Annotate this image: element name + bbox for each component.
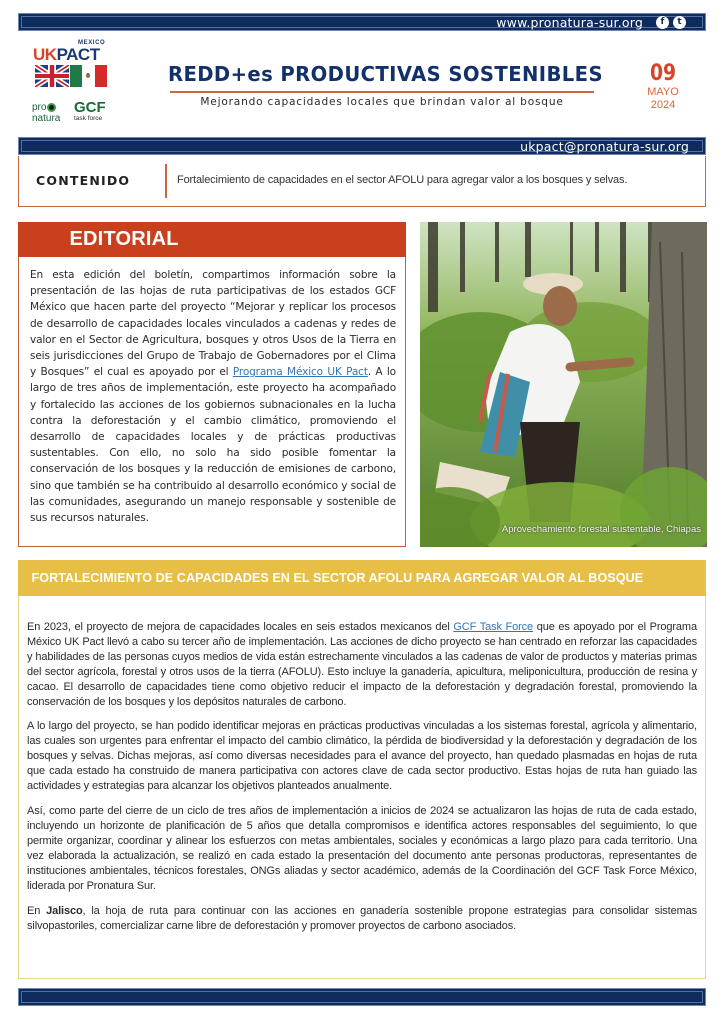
gcf-task-force-logo: GCF task force	[74, 99, 106, 122]
paragraph: Así, como parte del cierre de un ciclo de tres años de implementación a inicios de 2024 se actualizaron las hojas de ruta de cada estado, incluyendo un horizonte de planificación de 5 años que detalla compromisos e identifica actores responsables del seguimiento, lo que permite organizar, coordinar y alinear los esfuerzos con metas ambientales, sociales y económicas a largo plazo para cada territorio. Una vez elaborada la actualización, se realizó en cada estado la presentación del documento ante personas productoras, representantes de instituciones ambientales, técnicos forestales, ONGs aliadas y sector académico, además de la Coordinación del GCF Task Force México, liderada por Pronatura Sur.	[27, 805, 697, 892]
gcf-task-force-link[interactable]: GCF Task Force	[453, 621, 534, 633]
forest-photo-illustration	[420, 222, 707, 547]
date-month: MAYO	[647, 86, 679, 98]
photo-caption: Aprovechamiento forestal sustentable, Chiapas	[501, 524, 701, 535]
contents-label: CONTENIDO	[36, 173, 131, 188]
bottom-bar	[18, 988, 706, 1006]
section-body	[27, 620, 697, 944]
uk-flag-icon	[35, 65, 69, 87]
issue-date	[640, 62, 686, 112]
ukpact-country-label: MEXICO	[78, 40, 106, 46]
paragraph: En Jalisco, la hoja de ruta para continuar con las acciones en ganadería sostenible propone estrategias para consolidar sistemas silvopastoriles, comercializar carne libre de deforestación y promover proyectos de carbono asociados.	[27, 905, 698, 932]
editorial-box	[18, 222, 406, 547]
pronatura-globe-icon	[47, 103, 56, 112]
date-year: 2024	[650, 99, 676, 111]
contents-item[interactable]: Fortalecimiento de capacidades en el sector AFOLU para agregar valor a los bosques y selvas.	[177, 174, 628, 186]
state-name: Jalisco	[46, 905, 83, 917]
newsletter-title: REDD+es PRODUCTIVAS SOSTENIBLES	[168, 62, 603, 86]
editorial-header	[18, 222, 406, 257]
article-section	[18, 560, 706, 979]
paragraph: A lo largo del proyecto, se han podido identificar mejoras en prácticas productivas vinculadas a los sistemas forestal, agrícola y alimentario, las cuales son urgentes para enfrentar el impacto del cambio climático, la pérdida de biodiversidad y la deforestación y degradación de los bosques y selvas. Dichas mejoras, así como diversas necesidades para el avance del proyecto, han quedado plasmadas en hojas de ruta que cada estado ha construido de manera participativa con actores clave de cada sector productivo. Estas hojas de ruta han guiado las actividades y estrategias para alcanzar los objetivos planteados anualmente.	[27, 720, 697, 792]
editorial-body: En esta edición del boletín, compartimos información sobre la presentación de las hojas de ruta participativas de los estados GCF México que hacen parte del proyecto “Mejorar y replicar los procesos de desarrollo de capacidades locales vinculados a cadenas y redes de valor en el Sector de Agricultura, bosques y otros Usos de la Tierra en seis jurisdicciones del Grupo de Trabajo de Gobernadores por el Clima y Bosques” el cual es apoyado por el Programa México UK Pact. A lo largo de tres años de implementación, este proyecto ha acompañado y fortalecido las acciones de los gobiernos subnacionales en la lucha contra la deforestación y el cambio climático, promoviendo el desarrollo de capacidades locales y de prácticas productivas sustentables. Con ello, no solo ha sido posible fomentar la conservación de los bosques y la reducción de emisiones de carbono, sino que también se ha contribuido al desarrollo económico y social de las comunidades, asegurando un manejo responsable y sostenible de sus recursos naturales.	[30, 269, 396, 525]
ukpact-logo: UKPACT	[33, 45, 100, 64]
contact-bar	[18, 137, 706, 155]
title-divider	[170, 91, 594, 93]
section-title: FORTALECIMIENTO DE CAPACIDADES EN EL SECTOR AFOLU PARA AGREGAR VALOR AL BOSQUE	[31, 571, 644, 585]
section-header	[18, 560, 706, 596]
facebook-icon[interactable]: f	[656, 16, 669, 29]
date-day: 09	[649, 61, 677, 86]
top-bar	[18, 13, 706, 31]
contents-box	[18, 156, 706, 207]
uk-pact-program-link[interactable]: Programa México UK Pact	[232, 366, 368, 379]
email-link[interactable]: ukpact@pronatura-sur.org	[520, 139, 689, 154]
newsletter-subtitle: Mejorando capacidades locales que brindan valor al bosque	[200, 96, 564, 108]
contents-divider	[165, 164, 167, 198]
twitter-icon[interactable]: t	[673, 16, 686, 29]
pronatura-logo: pro natura	[32, 102, 61, 124]
website-link[interactable]: www.pronatura-sur.org	[496, 15, 643, 30]
editorial-title: EDITORIAL	[69, 228, 179, 250]
logo-block	[30, 38, 114, 130]
mexico-flag-icon	[70, 65, 107, 87]
paragraph: En 2023, el proyecto de mejora de capacidades locales en seis estados mexicanos del GCF Task Force que es apoyado por el Programa México UK Pact llevó a cabo su tercer año de implementación. Las acciones de dicho proyecto se han centrado en reforzar las capacidades y habilidades de las personas cuyos medios de vida están estrechamente vinculados a las cadenas de valor de productos y materias primas del sector agrícola, forestal y otros usos de la tierra (AFOLU). Esto incluye la ganadería, apicultura, meliponicultura, producción de resina y cacao. El desarrollo de capacidades tiene como objetivo reducir el impacto de la deforestación y degradación forestal, promoviendo la conservación de los bosques y los depósitos naturales de carbono.	[27, 621, 697, 708]
editorial-photo	[420, 222, 707, 547]
